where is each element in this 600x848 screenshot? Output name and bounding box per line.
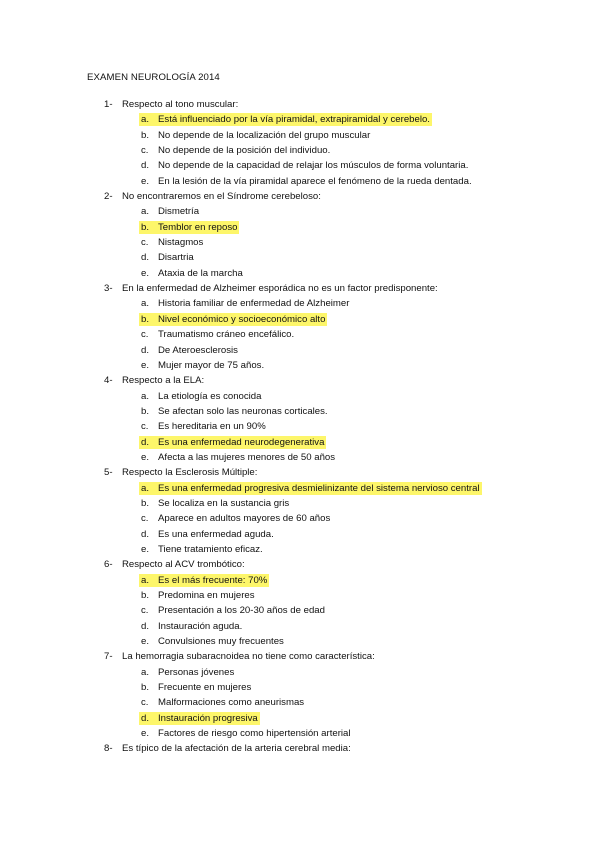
answer-option <box>0 726 600 741</box>
option-text: Afecta a las mujeres menores de 50 años <box>158 451 336 463</box>
answer-option <box>0 128 600 143</box>
answer-option <box>0 389 600 404</box>
question-item <box>0 97 600 189</box>
question-row <box>0 741 600 756</box>
option-text: La etiología es conocida <box>158 390 262 402</box>
option-letter: e. <box>141 728 150 740</box>
answer-option <box>0 235 600 250</box>
option-letter: b. <box>141 129 150 141</box>
option-text: Es una enfermedad aguda. <box>158 528 274 540</box>
option-letter: a. <box>141 482 150 494</box>
question-row <box>0 649 600 664</box>
answer-option-highlighted <box>0 573 600 588</box>
option-text: Instauración aguda. <box>158 620 243 632</box>
option-letter: b. <box>141 221 150 233</box>
option-letter: c. <box>141 329 149 341</box>
answer-option <box>0 511 600 526</box>
answer-option <box>0 619 600 634</box>
option-text: No depende de la posición del individuo. <box>158 145 331 157</box>
option-text: Frecuente en mujeres <box>158 682 252 694</box>
option-text: Mujer mayor de 75 años. <box>158 359 265 371</box>
option-letter: b. <box>141 497 150 509</box>
option-letter: e. <box>141 175 150 187</box>
option-letter: a. <box>141 298 150 310</box>
option-text: Convulsiones muy frecuentes <box>158 636 284 648</box>
option-list <box>0 204 600 281</box>
option-list <box>0 665 600 742</box>
answer-option-highlighted <box>0 312 600 327</box>
answer-option <box>0 343 600 358</box>
option-text: Es una enfermedad neurodegenerativa <box>158 436 325 448</box>
question-text: Respecto al tono muscular: <box>122 99 239 110</box>
option-letter: a. <box>141 206 150 218</box>
option-text: Dismetría <box>158 206 200 218</box>
option-text: Predomina en mujeres <box>158 590 255 601</box>
question-row <box>0 97 600 112</box>
option-list <box>0 389 600 466</box>
question-number: 8- <box>104 743 113 755</box>
option-text: Aparece en adultos mayores de 60 años <box>158 513 331 525</box>
answer-option <box>0 358 600 373</box>
option-text: Disartria <box>158 252 194 264</box>
answer-option <box>0 450 600 465</box>
question-item <box>0 557 600 649</box>
option-letter: d. <box>141 160 150 172</box>
answer-option <box>0 634 600 649</box>
answer-option <box>0 542 600 557</box>
option-text: Es hereditaria en un 90% <box>158 421 266 433</box>
option-letter: c. <box>141 605 149 617</box>
question-row <box>0 281 600 296</box>
option-letter: a. <box>141 666 150 678</box>
answer-option <box>0 496 600 511</box>
question-number: 4- <box>104 375 113 387</box>
option-list <box>0 112 600 189</box>
option-letter: c. <box>141 421 149 433</box>
option-letter: e. <box>141 359 150 371</box>
option-letter: b. <box>141 682 150 694</box>
option-letter: c. <box>141 513 149 525</box>
option-letter: d. <box>141 712 150 724</box>
answer-option-highlighted <box>0 220 600 235</box>
option-letter: d. <box>141 528 150 540</box>
option-text: Presentación a los 20-30 años de edad <box>158 605 325 617</box>
question-text: No encontraremos en el Síndrome cerebeloso: <box>122 191 321 203</box>
answer-option <box>0 588 600 603</box>
option-letter: d. <box>141 436 150 448</box>
option-letter: c. <box>141 145 149 157</box>
answer-option <box>0 665 600 680</box>
option-letter: e. <box>141 267 150 279</box>
question-text: Es típico de la afectación de la arteria cerebral media: <box>122 743 351 755</box>
option-letter: b. <box>141 590 150 601</box>
option-letter: d. <box>141 344 150 356</box>
answer-option <box>0 158 600 173</box>
option-letter: e. <box>141 636 150 648</box>
answer-option-highlighted <box>0 112 600 127</box>
answer-option <box>0 527 600 542</box>
option-text: Se afectan solo las neuronas corticales. <box>158 405 328 417</box>
option-text: Factores de riesgo como hipertensión arterial <box>158 728 351 740</box>
question-row <box>0 373 600 388</box>
option-text: De Ateroesclerosis <box>158 344 238 356</box>
option-text: Nistagmos <box>158 237 204 249</box>
question-number: 2- <box>104 191 113 203</box>
option-letter: b. <box>141 405 150 417</box>
answer-option <box>0 296 600 311</box>
option-text: Es el más frecuente: 70% <box>158 574 268 586</box>
answer-option <box>0 204 600 219</box>
question-text: Respecto la Esclerosis Múltiple: <box>122 467 258 479</box>
option-text: No depende de la capacidad de relajar los músculos de forma voluntaria. <box>158 160 469 172</box>
answer-option <box>0 680 600 695</box>
question-number: 5- <box>104 467 113 479</box>
option-text: Ataxia de la marcha <box>158 267 243 279</box>
option-text: Se localiza en la sustancia gris <box>158 497 290 509</box>
option-text: Es una enfermedad progresiva desmielinizante del sistema nervioso central <box>158 482 480 494</box>
answer-option-highlighted <box>0 435 600 450</box>
answer-option-highlighted <box>0 711 600 726</box>
answer-option <box>0 419 600 434</box>
question-number: 1- <box>104 99 113 110</box>
question-list <box>0 97 600 757</box>
answer-option <box>0 404 600 419</box>
option-letter: a. <box>141 574 150 586</box>
option-text: Instauración progresiva <box>158 712 258 724</box>
option-text: Nivel económico y socioeconómico alto <box>158 313 326 325</box>
option-letter: b. <box>141 313 150 325</box>
option-text: Traumatismo cráneo encefálico. <box>158 329 295 341</box>
option-letter: a. <box>141 114 150 126</box>
question-number: 3- <box>104 283 113 295</box>
option-text: En la lesión de la vía piramidal aparece el fenómeno de la rueda dentada. <box>158 175 472 187</box>
option-text: Personas jóvenes <box>158 666 235 678</box>
option-text: Temblor en reposo <box>158 221 238 233</box>
option-letter: c. <box>141 697 149 709</box>
question-text: La hemorragia subaracnoidea no tiene como característica: <box>122 651 375 663</box>
question-item <box>0 649 600 741</box>
answer-option <box>0 603 600 618</box>
option-letter: e. <box>141 451 150 463</box>
question-item <box>0 465 600 557</box>
option-letter: d. <box>141 620 150 632</box>
question-item <box>0 189 600 281</box>
option-list <box>0 481 600 558</box>
question-text: En la enfermedad de Alzheimer esporádica no es un factor predisponente: <box>122 283 438 295</box>
option-letter: c. <box>141 237 149 249</box>
question-row <box>0 557 600 572</box>
option-text: Historia familiar de enfermedad de Alzheimer <box>158 298 350 310</box>
option-letter: e. <box>141 543 150 555</box>
option-list <box>0 296 600 373</box>
question-number: 6- <box>104 559 113 571</box>
answer-option <box>0 143 600 158</box>
answer-option-highlighted <box>0 481 600 496</box>
option-text: Está influenciado por la vía piramidal, extrapiramidal y cerebelo. <box>158 114 430 126</box>
question-row <box>0 189 600 204</box>
question-text: Respecto a la ELA: <box>122 375 205 387</box>
answer-option <box>0 695 600 710</box>
answer-option <box>0 250 600 265</box>
option-letter: d. <box>141 252 150 264</box>
answer-option <box>0 174 600 189</box>
option-text: Tiene tratamiento eficaz. <box>158 543 263 555</box>
question-item <box>0 281 600 373</box>
option-text: Malformaciones como aneurismas <box>158 697 305 709</box>
answer-option <box>0 327 600 342</box>
question-item <box>0 373 600 465</box>
answer-option <box>0 266 600 281</box>
question-text: Respecto al ACV trombótico: <box>122 559 245 571</box>
question-item <box>0 741 600 756</box>
document-title: EXAMEN NEUROLOGÍA 2014 <box>87 72 220 83</box>
option-letter: a. <box>141 390 150 402</box>
question-row <box>0 465 600 480</box>
option-list <box>0 573 600 650</box>
question-number: 7- <box>104 651 113 663</box>
option-text: No depende de la localización del grupo muscular <box>158 129 371 141</box>
